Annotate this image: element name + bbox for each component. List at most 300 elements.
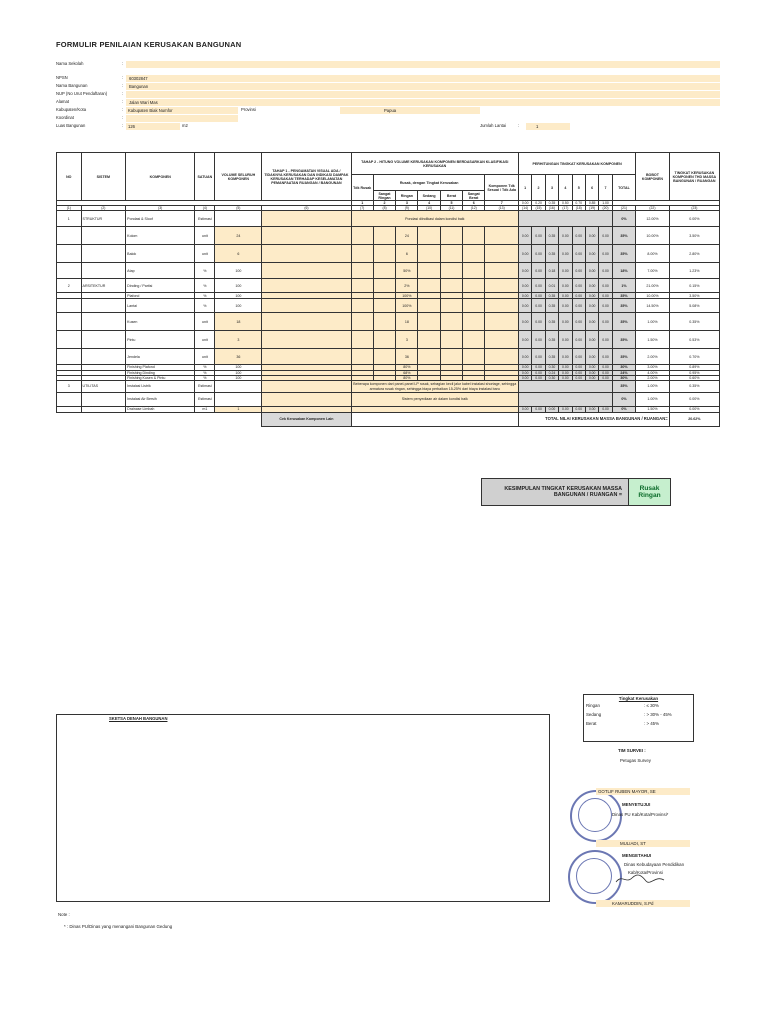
row-sedang[interactable] bbox=[418, 331, 440, 349]
colon: : bbox=[122, 107, 124, 112]
row-calc-value: 0.00 bbox=[572, 293, 585, 299]
row-komponen: Kolom bbox=[126, 227, 195, 245]
row-sistem bbox=[81, 263, 126, 279]
row-tahap1-input[interactable] bbox=[262, 279, 351, 293]
row-bobot: 1.50% bbox=[636, 407, 669, 413]
colon: : bbox=[122, 75, 124, 80]
header-lvl-5: 5 bbox=[572, 175, 585, 201]
row-tdk-rusak[interactable] bbox=[351, 245, 373, 263]
row-calc-value: 0.00 bbox=[585, 299, 598, 313]
row-calc-value: 0.00 bbox=[599, 349, 612, 365]
table-row bbox=[57, 245, 720, 263]
approver-name: MULIADI, ST bbox=[620, 841, 646, 846]
row-no bbox=[57, 313, 82, 331]
row-tahap1-input[interactable] bbox=[262, 349, 351, 365]
row-tingkat: 0.35% bbox=[669, 381, 719, 393]
row-volume-input[interactable] bbox=[215, 211, 262, 227]
row-tingkat: 0.60% bbox=[669, 375, 719, 380]
row-calc-value: 0.00 bbox=[518, 299, 531, 313]
row-komponen: Kusen bbox=[126, 313, 195, 331]
row-no bbox=[57, 227, 82, 245]
row-volume-input[interactable] bbox=[215, 393, 262, 407]
row-komponen-tdk[interactable] bbox=[485, 263, 519, 279]
row-komponen: Instalasi Listrik bbox=[126, 381, 195, 393]
header-lvl-6: 6 bbox=[585, 175, 598, 201]
row-sangat-ringan[interactable] bbox=[373, 313, 395, 331]
header-lvl-1: 1 bbox=[518, 175, 531, 201]
row-satuan: % bbox=[195, 279, 215, 293]
header-lvl-4: 4 bbox=[559, 175, 572, 201]
row-calc-value: 0.00 bbox=[532, 293, 545, 299]
row-calc-value: 0.00 bbox=[559, 313, 572, 331]
row-berat[interactable] bbox=[440, 245, 462, 263]
row-calc-value: 0.00 bbox=[572, 227, 585, 245]
row-tdk-rusak[interactable] bbox=[351, 313, 373, 331]
legend-key: Sedang bbox=[586, 712, 602, 717]
header-tahap2: TAHAP 2 - HITUNG VOLUME KERUSAKAN KOMPONEN BERDASARKAN KLASIFIKASI KERUSAKAN bbox=[351, 153, 518, 175]
row-ringan[interactable]: 68% bbox=[396, 370, 418, 375]
row-sangat-berat[interactable] bbox=[463, 313, 485, 331]
row-sistem: ARSITEKTUR bbox=[81, 279, 126, 293]
row-total: 0% bbox=[612, 211, 636, 227]
row-sistem bbox=[81, 227, 126, 245]
info-row-luas bbox=[56, 122, 720, 130]
row-komponen: Finishing Dinding bbox=[126, 370, 195, 375]
row-ringan[interactable]: 100% bbox=[396, 299, 418, 313]
row-sedang[interactable] bbox=[418, 313, 440, 331]
row-bobot: 14.50% bbox=[636, 299, 669, 313]
kabupaten-field[interactable]: Kabupaten Biak Numfor bbox=[126, 107, 238, 114]
row-calc-value: 0.00 bbox=[532, 279, 545, 293]
row-calc-value: 0.00 bbox=[532, 313, 545, 331]
header-satuan: SATUAN bbox=[195, 153, 215, 201]
column-number: (10) bbox=[418, 206, 440, 211]
row-sangat-berat[interactable] bbox=[463, 331, 485, 349]
row-calc-value: 0.00 bbox=[585, 263, 598, 279]
row-tahap1-input[interactable] bbox=[262, 381, 351, 393]
row-ringan[interactable]: 80% bbox=[396, 365, 418, 370]
header-volume: VOLUME SELURUH KOMPONEN bbox=[215, 153, 262, 201]
row-calc-value: 0.00 bbox=[585, 227, 598, 245]
header-berat: Berat bbox=[440, 191, 462, 201]
row-tingkat: 0.00% bbox=[669, 407, 719, 413]
row-calc-value: 0.01 bbox=[545, 279, 558, 293]
bobot-num: 0.35 bbox=[545, 201, 558, 206]
row-calc-value: 0.00 bbox=[599, 245, 612, 263]
row-total: 35% bbox=[612, 381, 636, 393]
row-no bbox=[57, 263, 82, 279]
note-item: * : Dinas PU/Dinas yang menangani Bangunan Gedung bbox=[64, 924, 173, 929]
menyetujui-label: MENYETUJUI bbox=[622, 802, 651, 807]
row-calc-value: 0.00 bbox=[532, 245, 545, 263]
row-sangat-berat[interactable] bbox=[463, 227, 485, 245]
row-calc-value: 0.00 bbox=[532, 365, 545, 370]
row-bobot: 7.00% bbox=[636, 263, 669, 279]
row-tahap1-input[interactable] bbox=[262, 227, 351, 245]
header-rusak-dengan: Rusak, dengan Tingkat Kerusakan bbox=[373, 175, 485, 191]
row-satuan: m1 bbox=[195, 407, 215, 413]
row-komponen-tdk[interactable] bbox=[485, 331, 519, 349]
row-calc-value: 0.00 bbox=[599, 293, 612, 299]
row-calc-value: 0.00 bbox=[559, 407, 572, 413]
bobot-num: 0.50 bbox=[559, 201, 572, 206]
row-komponen-tdk[interactable] bbox=[485, 279, 519, 293]
row-tingkat: 0.00% bbox=[669, 393, 719, 407]
row-sangat-berat[interactable] bbox=[463, 349, 485, 365]
row-ringan[interactable]: 24 bbox=[396, 227, 418, 245]
row-bobot: 1.50% bbox=[636, 331, 669, 349]
tim-survei-label: TIM SURVEI : bbox=[618, 748, 646, 753]
info-row-nama-sekolah bbox=[56, 60, 720, 68]
row-bobot: 1.00% bbox=[636, 381, 669, 393]
row-sistem: STRUKTUR bbox=[81, 211, 126, 227]
row-sangat-berat[interactable] bbox=[463, 263, 485, 279]
kesimpulan-value: Rusak Ringan bbox=[628, 479, 670, 505]
lvl-num: 7 bbox=[485, 201, 519, 206]
row-ringan[interactable]: 50% bbox=[396, 263, 418, 279]
row-calc-value: 0.35 bbox=[545, 313, 558, 331]
lvl-num: 4 bbox=[418, 201, 440, 206]
header-bobot: BOBOT KOMPONEN bbox=[636, 153, 669, 201]
row-calc-value: 0.00 bbox=[518, 349, 531, 365]
row-calc-value: 0.00 bbox=[585, 407, 598, 413]
row-tingkat: 3.50% bbox=[669, 293, 719, 299]
header-sangat-ringan: Sangat Ringan bbox=[373, 191, 395, 201]
row-calc-value: 0.00 bbox=[518, 331, 531, 349]
row-tahap1-input[interactable] bbox=[262, 299, 351, 313]
table-row bbox=[57, 381, 720, 393]
bobot-num: 0.70 bbox=[572, 201, 585, 206]
row-komponen: Dinding / Partisi bbox=[126, 279, 195, 293]
row-berat[interactable] bbox=[440, 227, 462, 245]
header-komponen-tdk: Komponen Tdk Sesuai / Tdk Ada bbox=[485, 175, 519, 201]
bobot-num: 0.00 bbox=[518, 201, 531, 206]
row-berat[interactable] bbox=[440, 331, 462, 349]
row-bobot: 2.00% bbox=[636, 349, 669, 365]
header-lvl-2: 2 bbox=[532, 175, 545, 201]
dinas-pu-label: Dinas PU Kab/Kota/Provinsi* bbox=[612, 812, 669, 817]
nama-sekolah-label: Nama Sekolah bbox=[56, 61, 84, 66]
row-tingkat: 0.53% bbox=[669, 331, 719, 349]
column-number: (11) bbox=[440, 206, 462, 211]
column-number: (1) bbox=[57, 206, 82, 211]
legend-row bbox=[584, 719, 693, 728]
row-no bbox=[57, 393, 82, 407]
row-tahap2-text[interactable]: Sistem penyediaan air dalam kondisi baik bbox=[351, 393, 518, 407]
row-calc-value: 0.00 bbox=[599, 407, 612, 413]
row-sangat-ringan[interactable] bbox=[373, 245, 395, 263]
row-calc-value: 0.00 bbox=[545, 407, 558, 413]
row-calc-value: 0.00 bbox=[585, 293, 598, 299]
row-calc-value: 0.30 bbox=[545, 365, 558, 370]
row-sistem bbox=[81, 245, 126, 263]
row-bobot: 1.00% bbox=[636, 393, 669, 407]
row-komponen: Jendela bbox=[126, 349, 195, 365]
row-ringan[interactable]: 3 bbox=[396, 331, 418, 349]
row-total: 35% bbox=[612, 313, 636, 331]
row-calc-value: 0.00 bbox=[572, 263, 585, 279]
row-calc-value: 0.00 bbox=[518, 293, 531, 299]
row-calc-value: 0.35 bbox=[545, 349, 558, 365]
tingkat-kerusakan-legend bbox=[583, 694, 694, 742]
row-tahap1-input[interactable] bbox=[262, 313, 351, 331]
row-volume-input[interactable]: 6 bbox=[215, 245, 262, 263]
row-komponen: Finishing Kusen & Pintu bbox=[126, 375, 195, 380]
row-calc-value: 0.00 bbox=[599, 227, 612, 245]
column-number: (20) bbox=[599, 206, 612, 211]
row-volume-input[interactable]: 24 bbox=[215, 227, 262, 245]
row-total: 35% bbox=[612, 299, 636, 313]
row-calc-value: 0.00 bbox=[599, 375, 612, 380]
row-calc-value: 0.00 bbox=[518, 375, 531, 380]
row-satuan: % bbox=[195, 370, 215, 375]
header-tingkat: TINGKAT KERUSAKAN KOMPONEN THD MASSA BANGUNAN / RUANGAN bbox=[669, 153, 719, 201]
row-calc-value: 0.00 bbox=[599, 365, 612, 370]
row-tingkat: 0.95% bbox=[669, 370, 719, 375]
row-tahap2-text[interactable]: Pondasi diindikasi dalam kondisi baik bbox=[351, 211, 518, 227]
row-komponen: Pondasi & Sloof bbox=[126, 211, 195, 227]
row-calc-value: 0.00 bbox=[518, 227, 531, 245]
row-tdk-rusak[interactable] bbox=[351, 263, 373, 279]
total-nilai-value: 20.62% bbox=[669, 413, 719, 427]
alamat-field[interactable]: Jalan Wari Mas bbox=[126, 99, 720, 106]
column-number: (17) bbox=[559, 206, 572, 211]
row-sangat-ringan[interactable] bbox=[373, 227, 395, 245]
table-row bbox=[57, 279, 720, 293]
row-tdk-rusak[interactable] bbox=[351, 279, 373, 293]
row-tahap1-input[interactable] bbox=[262, 263, 351, 279]
row-sedang[interactable] bbox=[418, 299, 440, 313]
row-calc-value: 0.00 bbox=[572, 375, 585, 380]
nup-field[interactable] bbox=[126, 91, 720, 98]
nama-bangunan-label: Nama Bangunan bbox=[56, 83, 88, 88]
row-calc-value: 0.00 bbox=[599, 370, 612, 375]
column-number: (14) bbox=[518, 206, 531, 211]
luas-unit: m2 bbox=[182, 123, 188, 128]
row-calc-value: 0.00 bbox=[518, 279, 531, 293]
spacer bbox=[351, 413, 518, 427]
row-calc-value: 0.00 bbox=[559, 331, 572, 349]
row-satuan: Estimasi bbox=[195, 393, 215, 407]
provinsi-field[interactable]: Papua bbox=[340, 107, 480, 114]
row-tahap1-input[interactable] bbox=[262, 245, 351, 263]
row-volume-input[interactable]: 100 bbox=[215, 375, 262, 380]
sketsa-denah-box[interactable] bbox=[56, 714, 550, 902]
row-bobot: 10.00% bbox=[636, 293, 669, 299]
row-berat[interactable] bbox=[440, 299, 462, 313]
row-calc-value: 0.00 bbox=[599, 313, 612, 331]
jumlah-lantai-field[interactable]: 1 bbox=[526, 123, 570, 130]
row-calc-value: 0.00 bbox=[599, 279, 612, 293]
school-info-section bbox=[56, 60, 720, 130]
row-bobot: 8.00% bbox=[636, 245, 669, 263]
row-sangat-berat[interactable] bbox=[463, 245, 485, 263]
row-calc-value: 0.00 bbox=[572, 370, 585, 375]
row-ringan[interactable]: 6 bbox=[396, 245, 418, 263]
row-sistem bbox=[81, 349, 126, 365]
row-tdk-rusak[interactable] bbox=[351, 227, 373, 245]
row-volume-input[interactable]: 100 bbox=[215, 293, 262, 299]
alamat-label: Alamat bbox=[56, 99, 70, 104]
row-no bbox=[57, 245, 82, 263]
row-calc-value: 0.00 bbox=[599, 299, 612, 313]
row-sedang[interactable] bbox=[418, 227, 440, 245]
row-volume-input[interactable]: 100 bbox=[215, 279, 262, 293]
row-volume-input[interactable]: 1 bbox=[215, 407, 262, 413]
row-calc-value: 0.00 bbox=[585, 331, 598, 349]
info-row-kabupaten bbox=[56, 106, 720, 114]
row-sangat-ringan[interactable] bbox=[373, 349, 395, 365]
row-sedang[interactable] bbox=[418, 349, 440, 365]
row-komponen-tdk[interactable] bbox=[485, 313, 519, 331]
row-satuan: % bbox=[195, 365, 215, 370]
column-number: (21) bbox=[612, 206, 636, 211]
colon: : bbox=[122, 91, 124, 96]
row-total: 0% bbox=[612, 393, 636, 407]
row-ringan[interactable]: 36 bbox=[396, 349, 418, 365]
kabupaten-label: Kabupaten/Kota bbox=[56, 107, 87, 112]
legend-value: : > 30% - 45% bbox=[644, 712, 672, 717]
table-row bbox=[57, 331, 720, 349]
row-tingkat: 0.70% bbox=[669, 349, 719, 365]
row-calc-value: 0.00 bbox=[559, 375, 572, 380]
row-calc-value: 0.00 bbox=[572, 279, 585, 293]
row-volume-input[interactable]: 3 bbox=[215, 331, 262, 349]
row-calc-value: 0.35 bbox=[545, 245, 558, 263]
npsn-field[interactable]: 60302847 bbox=[126, 75, 720, 82]
table-row bbox=[57, 263, 720, 279]
row-calc-value: 0.00 bbox=[532, 227, 545, 245]
header-total: TOTAL bbox=[612, 175, 636, 201]
row-volume-input[interactable]: 100 bbox=[215, 370, 262, 375]
row-calc-empty bbox=[518, 393, 612, 407]
nama-bangunan-field[interactable]: Bangunan bbox=[126, 83, 720, 90]
row-sangat-berat[interactable] bbox=[463, 299, 485, 313]
row-komponen-tdk[interactable] bbox=[485, 245, 519, 263]
table-row bbox=[57, 393, 720, 407]
row-tingkat: 0.15% bbox=[669, 279, 719, 293]
row-komponen-tdk[interactable] bbox=[485, 349, 519, 365]
row-komponen: Plafond bbox=[126, 293, 195, 299]
row-tahap1-input[interactable] bbox=[262, 393, 351, 407]
row-sedang[interactable] bbox=[418, 263, 440, 279]
npsn-label: NPSN bbox=[56, 75, 68, 80]
column-number: (6) bbox=[262, 206, 351, 211]
column-number: (16) bbox=[545, 206, 558, 211]
row-komponen-tdk[interactable] bbox=[485, 227, 519, 245]
row-total: 1% bbox=[612, 279, 636, 293]
row-berat[interactable] bbox=[440, 313, 462, 331]
row-berat[interactable] bbox=[440, 349, 462, 365]
row-calc-value: 0.00 bbox=[518, 313, 531, 331]
row-komponen: Balok bbox=[126, 245, 195, 263]
column-number: (15) bbox=[532, 206, 545, 211]
row-volume-input[interactable]: 36 bbox=[215, 349, 262, 365]
row-tingkat: 1.23% bbox=[669, 263, 719, 279]
mengetahui-label: MENGETAHUI bbox=[622, 853, 652, 858]
provinsi-label: Provinsi bbox=[241, 107, 256, 112]
nama-sekolah-field[interactable] bbox=[126, 61, 720, 68]
row-tdk-rusak[interactable] bbox=[351, 299, 373, 313]
row-satuan: Estimasi bbox=[195, 381, 215, 393]
row-tdk-rusak[interactable] bbox=[351, 349, 373, 365]
lvl-num: 5 bbox=[440, 201, 462, 206]
row-sedang[interactable] bbox=[418, 279, 440, 293]
koordinat-label: Koordinat bbox=[56, 115, 74, 120]
row-berat[interactable] bbox=[440, 279, 462, 293]
total-row bbox=[57, 413, 720, 427]
header-komponen: KOMPONEN bbox=[126, 153, 195, 201]
luas-field[interactable]: 126 bbox=[126, 123, 180, 130]
row-ringan[interactable]: 2% bbox=[396, 279, 418, 293]
koordinat-field[interactable] bbox=[126, 115, 238, 122]
row-calc-value: 0.24 bbox=[545, 370, 558, 375]
column-number: (8) bbox=[373, 206, 395, 211]
row-ringan[interactable]: 100% bbox=[396, 293, 418, 299]
row-sangat-ringan[interactable] bbox=[373, 279, 395, 293]
row-calc-value: 0.00 bbox=[532, 375, 545, 380]
row-berat[interactable] bbox=[440, 263, 462, 279]
row-sistem: UTILITAS bbox=[81, 381, 126, 393]
assessment-table bbox=[56, 152, 720, 427]
row-sistem bbox=[81, 393, 126, 407]
luas-label: Luas Bangunan bbox=[56, 123, 86, 128]
cek-kerusakan-button[interactable]: Cek Kerusakan Komponen Lain bbox=[262, 413, 351, 427]
row-satuan: % bbox=[195, 299, 215, 313]
row-bobot: 1.00% bbox=[636, 313, 669, 331]
row-komponen: Drainase Limbah bbox=[126, 407, 195, 413]
column-number: (23) bbox=[669, 206, 719, 211]
row-tahap1-input[interactable] bbox=[262, 211, 351, 227]
row-tahap2-text[interactable]: Beberapa komponen dari panel-panel LP rusak, sebagian kecil jalur kabel instalasi shortage, sehingga armatura rusak ringan, sehingga biaya perbaikan 15-25% dari biaya instalasi baru bbox=[351, 381, 518, 393]
legend-value: : > 45% bbox=[644, 721, 660, 726]
row-volume-input[interactable]: 100 bbox=[215, 365, 262, 370]
row-ringan[interactable]: 18 bbox=[396, 313, 418, 331]
row-calc-value: 0.00 bbox=[572, 407, 585, 413]
row-calc-value: 0.00 bbox=[585, 365, 598, 370]
row-sangat-berat[interactable] bbox=[463, 279, 485, 293]
header-lvl-7: 7 bbox=[599, 175, 612, 201]
legend-value: : ≤ 30% bbox=[644, 703, 659, 708]
row-calc-value: 0.00 bbox=[585, 313, 598, 331]
surveyor-name: GOTLIF RUBEN MAYOR, SE bbox=[598, 789, 656, 794]
row-volume-input[interactable]: 100 bbox=[215, 263, 262, 279]
row-calc-value: 0.00 bbox=[572, 349, 585, 365]
table-row bbox=[57, 299, 720, 313]
row-calc-value: 0.18 bbox=[545, 263, 558, 279]
row-calc-value: 0.00 bbox=[572, 313, 585, 331]
row-tahap1-input[interactable] bbox=[262, 331, 351, 349]
row-sangat-ringan[interactable] bbox=[373, 299, 395, 313]
row-bobot: 3.00% bbox=[636, 365, 669, 370]
row-sedang[interactable] bbox=[418, 245, 440, 263]
row-volume-input[interactable]: 18 bbox=[215, 313, 262, 331]
row-volume-input[interactable] bbox=[215, 381, 262, 393]
row-total: 24% bbox=[612, 370, 636, 375]
row-komponen-tdk[interactable] bbox=[485, 299, 519, 313]
column-number: (19) bbox=[585, 206, 598, 211]
row-volume-input[interactable]: 100 bbox=[215, 299, 262, 313]
row-sangat-ringan[interactable] bbox=[373, 263, 395, 279]
colon: : bbox=[122, 115, 124, 120]
row-ringan[interactable]: 80% bbox=[396, 375, 418, 380]
header-lvl-3: 3 bbox=[545, 175, 558, 201]
row-sangat-ringan[interactable] bbox=[373, 331, 395, 349]
row-satuan: unit bbox=[195, 349, 215, 365]
legend-row bbox=[584, 701, 693, 710]
row-no bbox=[57, 331, 82, 349]
row-tdk-rusak[interactable] bbox=[351, 331, 373, 349]
